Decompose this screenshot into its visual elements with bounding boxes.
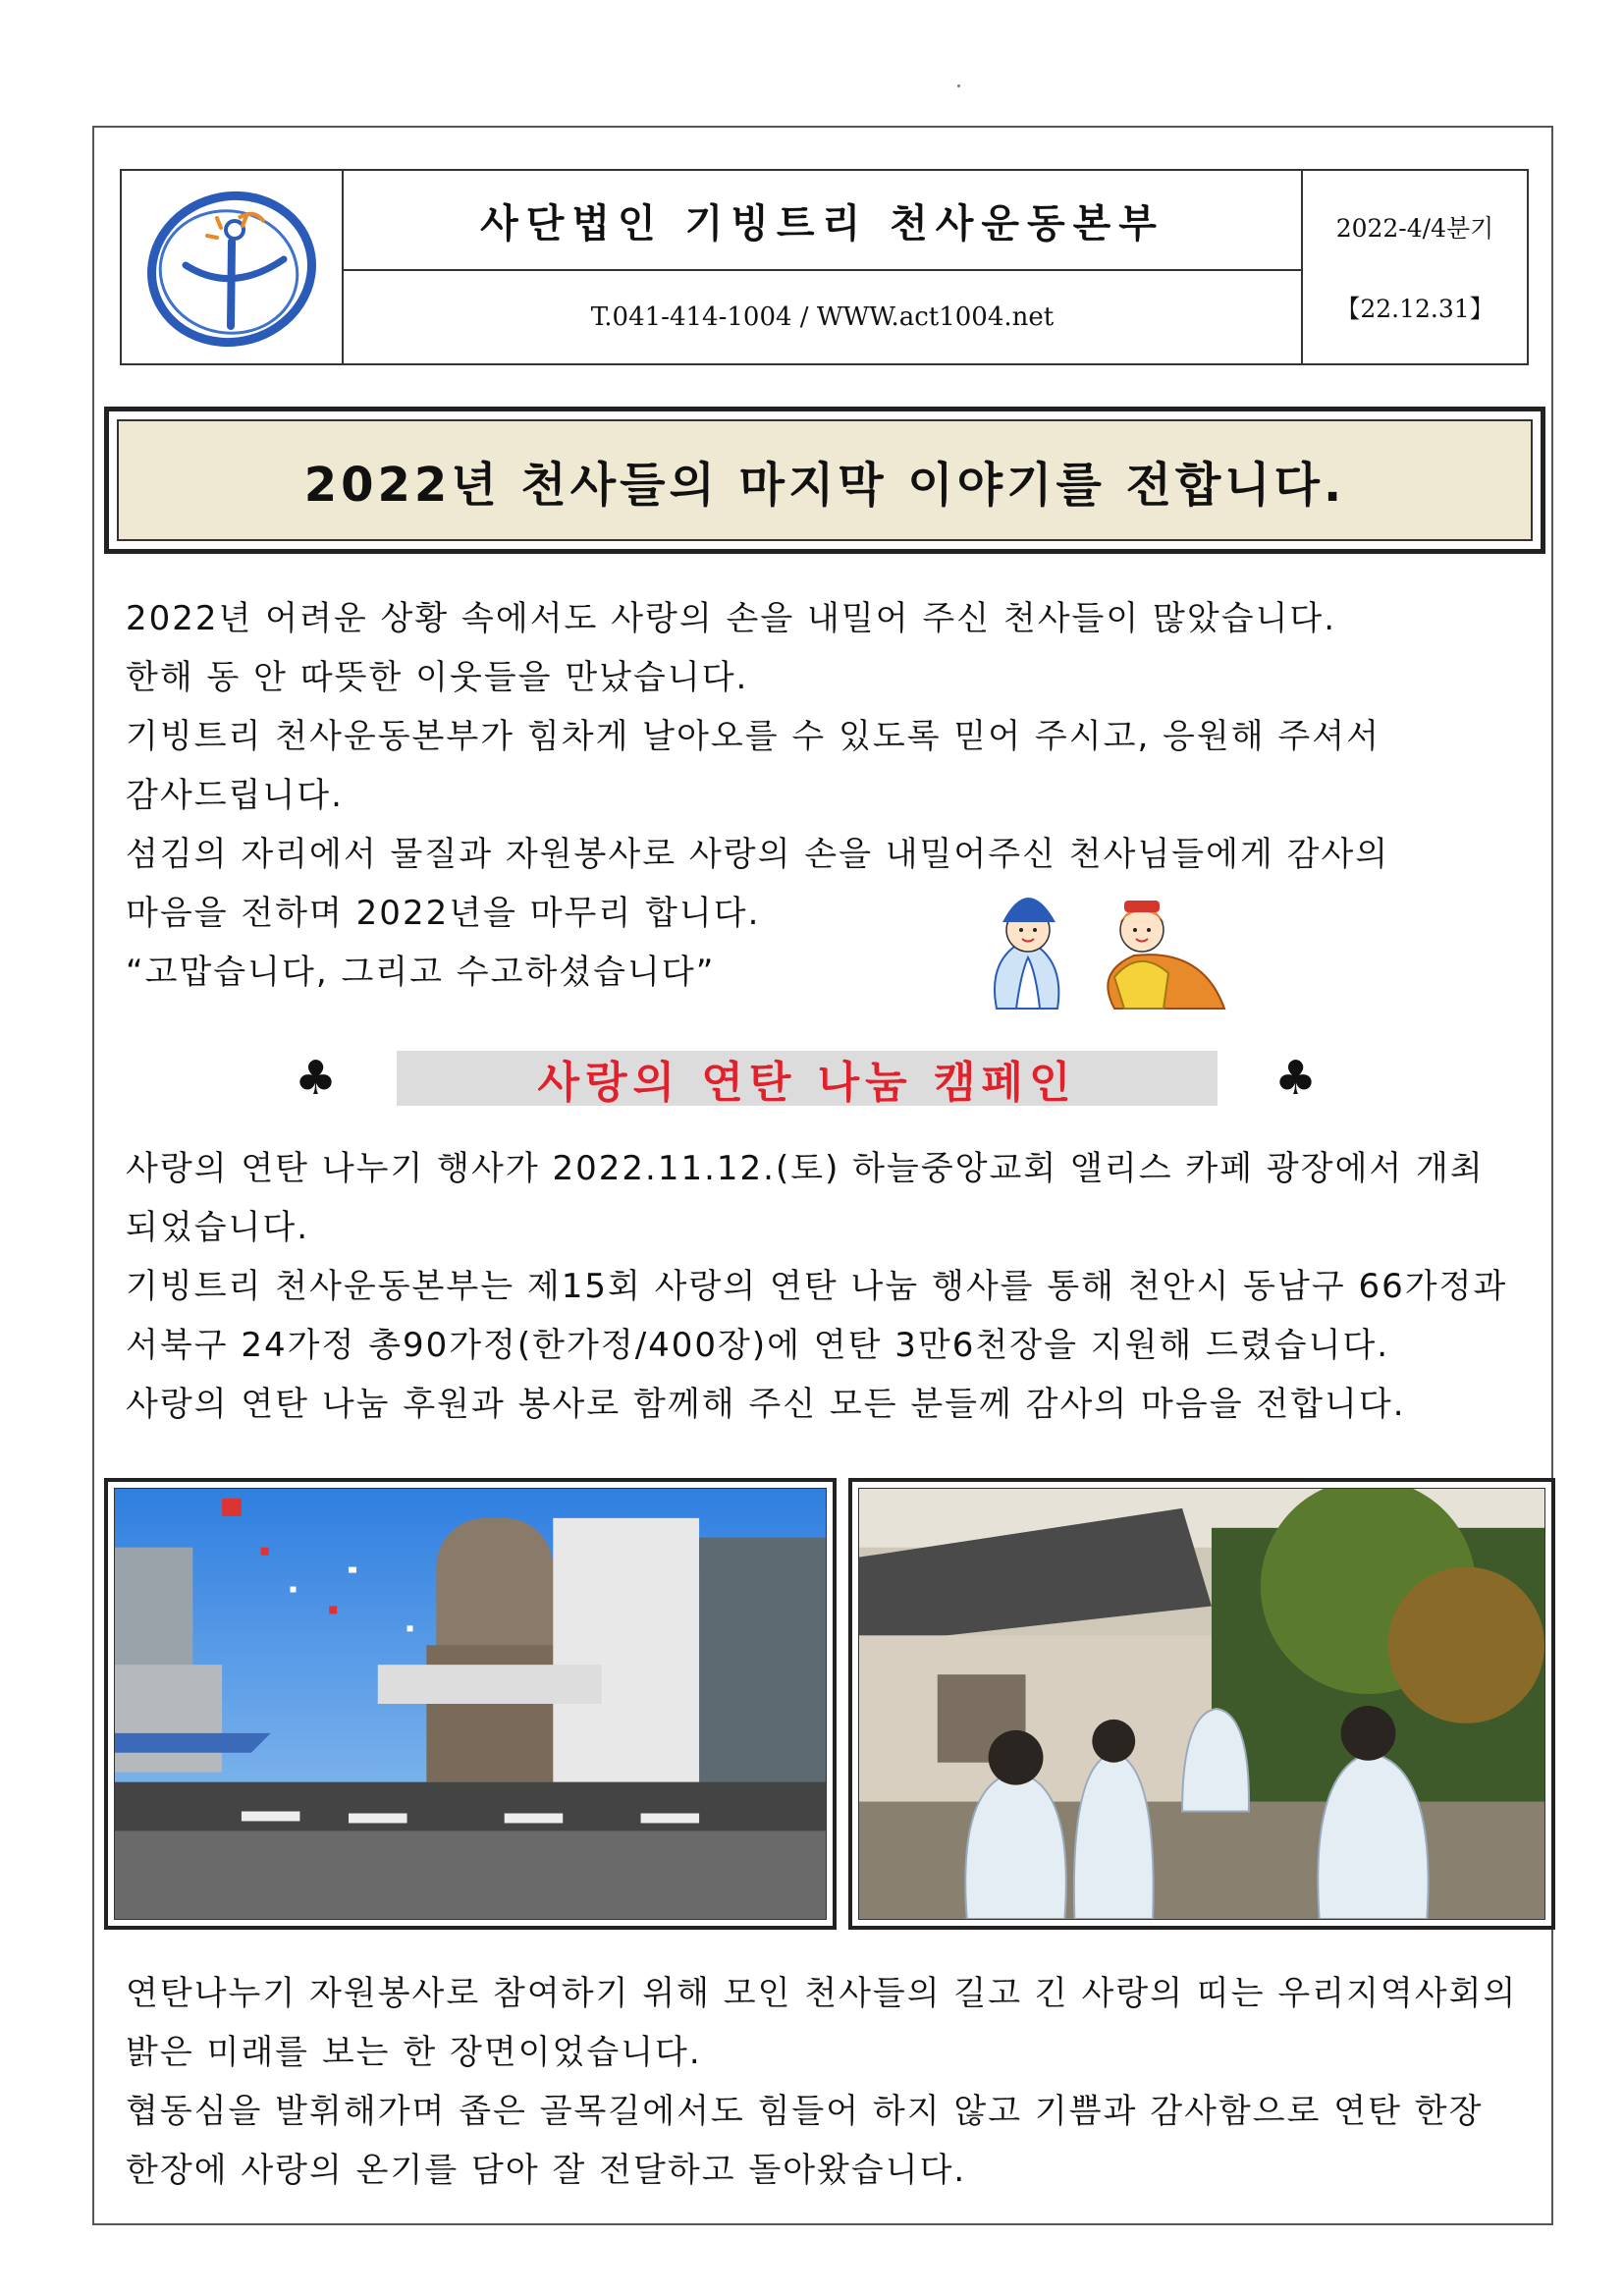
header-middle xyxy=(344,171,1303,363)
banner-title: 2022년 천사들의 마지막 이야기를 전합니다. xyxy=(117,419,1533,541)
closing-line: 한장에 사랑의 온기를 담아 잘 전달하고 돌아왔습니다. xyxy=(126,2151,967,2190)
closing-line: 협동심을 발휘해가며 좁은 골목길에서도 힘들어 하지 않고 기쁨과 감사함으로 연탄 한장 xyxy=(126,2092,1484,2131)
campaign-line: 사랑의 연탄 나누기 행사가 2022.11.12.(토) 하늘중앙교회 앨리스 카페 광장에서 개최 xyxy=(126,1149,1485,1188)
hanbok-characters-illustration xyxy=(967,879,1262,1016)
campaign-paragraph xyxy=(126,1139,1507,1434)
photo-crowd-image xyxy=(114,1488,827,1920)
campaign-line: 사랑의 연탄 나눔 후원과 봉사로 함께해 주신 모든 분들께 감사의 마음을 전합니다. xyxy=(126,1385,1406,1424)
logo-cell xyxy=(122,171,344,363)
intro-line: “고맙습니다, 그리고 수고하셨습니다” xyxy=(126,953,716,992)
intro-line: 섬김의 자리에서 물질과 자원봉사로 사랑의 손을 내밀어주신 천사님들에게 감사의 xyxy=(126,835,1390,874)
closing-line: 밝은 미래를 보는 한 장면이었습니다. xyxy=(126,2033,702,2072)
header-right xyxy=(1303,171,1527,363)
closing-paragraph xyxy=(126,1964,1517,2200)
photo-volunteers-image xyxy=(858,1488,1545,1920)
event-photo-volunteers xyxy=(848,1478,1555,1930)
intro-line: 2022년 어려운 상황 속에서도 사랑의 손을 내밀어 주신 천사들이 많았습니다. xyxy=(126,599,1337,638)
club-icon: ♣ xyxy=(295,1051,338,1106)
intro-line: 한해 동 안 따뜻한 이웃들을 만났습니다. xyxy=(126,658,749,697)
contact-info: T.041-414-1004 / WWW.act1004.net xyxy=(590,302,1055,332)
angel-logo-icon xyxy=(138,179,325,355)
intro-line: 기빙트리 천사운동본부가 힘차게 날아오를 수 있도록 믿어 주시고, 응원해 주셔서 xyxy=(126,717,1380,756)
title-banner xyxy=(104,407,1545,554)
quarter-label: 2022-4/4분기 xyxy=(1335,214,1494,243)
intro-line: 감사드립니다. xyxy=(126,776,344,815)
campaign-line: 기빙트리 천사운동본부는 제15회 사랑의 연탄 나눔 행사를 통해 천안시 동남구 66가정과 xyxy=(126,1267,1508,1306)
closing-line: 연탄나누기 자원봉사로 참여하기 위해 모인 천사들의 길고 긴 사랑의 띠는 우리지역사회의 xyxy=(126,1974,1518,2013)
campaign-title: 사랑의 연탄 나눔 캠페인 xyxy=(397,1051,1218,1106)
org-name: 사단법인 기빙트리 천사운동본부 xyxy=(344,171,1301,271)
intro-line: 마음을 전하며 2022년을 마무리 합니다. xyxy=(126,894,761,933)
campaign-line: 되었습니다. xyxy=(126,1208,310,1247)
club-icon: ♣ xyxy=(1274,1051,1318,1106)
scan-speck xyxy=(957,84,960,87)
event-photo-crowd xyxy=(104,1478,837,1930)
campaign-heading xyxy=(295,1049,1316,1108)
issue-date: 【22.12.31】 xyxy=(1335,295,1494,323)
campaign-line: 서북구 24가정 총90가정(한가정/400장)에 연탄 3만6천장을 지원해 드렸습니다. xyxy=(126,1326,1390,1365)
header-box xyxy=(120,169,1529,365)
